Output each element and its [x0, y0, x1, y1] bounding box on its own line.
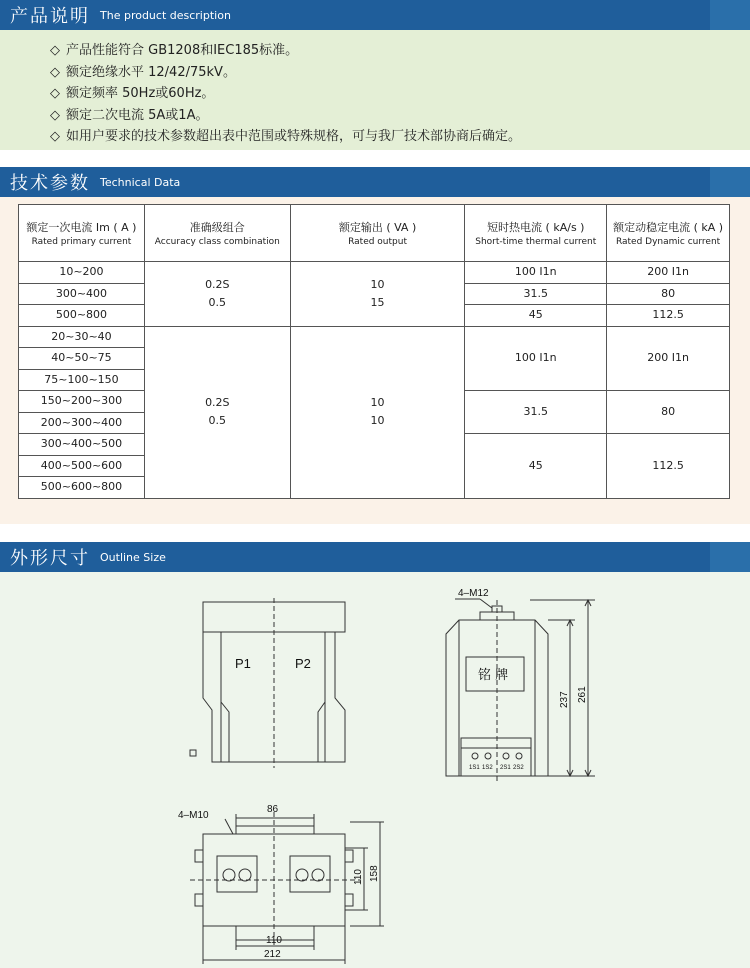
divider	[0, 524, 750, 542]
cell-accuracy: 0.2S 0.5	[144, 262, 290, 327]
section-title-en: Outline Size	[100, 550, 166, 564]
cell-dynamic: 200 I1n	[607, 262, 730, 284]
bottom-view-drawing	[190, 812, 384, 964]
cell-thermal: 31.5	[465, 391, 607, 434]
outline-drawings-section	[0, 572, 750, 968]
m10-hole-label: 4–M10	[178, 810, 209, 821]
technical-data-section	[0, 197, 750, 524]
dim-110-vertical-label: 110	[353, 869, 364, 885]
cell-current: 500~800	[19, 305, 145, 327]
list-item: ◇ 额定二次电流 5A或1A。	[50, 105, 521, 127]
table-row	[19, 262, 730, 284]
dim-158-label: 158	[369, 865, 380, 882]
cell-thermal: 100 I1n	[465, 326, 607, 391]
product-points-list	[50, 40, 521, 148]
cell-dynamic: 80	[607, 283, 730, 305]
dim-212-label: 212	[264, 949, 281, 960]
dim-110-horizontal-label: 110	[266, 935, 282, 946]
terminal-label: 2S1	[500, 765, 511, 771]
nameplate-label: 铭 牌	[478, 668, 509, 683]
product-description-header	[0, 0, 750, 30]
header-accent	[710, 0, 750, 30]
technical-data-table	[18, 204, 730, 499]
cell-dynamic: 80	[607, 391, 730, 434]
front-screw	[190, 750, 196, 756]
diamond-bullet-icon: ◇	[50, 107, 60, 123]
cell-thermal: 45	[465, 434, 607, 499]
cell-output: 10 10	[290, 326, 465, 498]
list-item: ◇ 额定频率 50Hz或60Hz。	[50, 83, 521, 105]
table-row	[19, 326, 730, 348]
product-description-section	[0, 30, 750, 150]
cell-dynamic: 112.5	[607, 305, 730, 327]
diamond-bullet-icon: ◇	[50, 64, 60, 80]
section-title-en: The product description	[100, 8, 231, 22]
p1-label: P1	[235, 656, 251, 671]
col-header-primary-current: 额定一次电流 Im ( A ) Rated primary current	[19, 205, 145, 262]
dim-261-label: 261	[577, 686, 588, 703]
terminal-label: 1S2	[482, 765, 493, 771]
list-item: ◇ 如用户要求的技术参数超出表中范围或特殊规格，可与我厂技术部协商后确定。	[50, 126, 521, 148]
list-item: ◇ 额定绝缘水平 12/42/75kV。	[50, 62, 521, 84]
cell-current: 300~400~500	[19, 434, 145, 456]
diamond-bullet-icon: ◇	[50, 129, 60, 144]
divider	[0, 150, 750, 167]
cell-current: 20~30~40	[19, 326, 145, 348]
technical-data-header	[0, 167, 750, 197]
p2-label: P2	[295, 656, 311, 671]
col-header-output: 额定输出 ( VA ) Rated output	[290, 205, 465, 262]
cell-current: 10~200	[19, 262, 145, 284]
cell-current: 75~100~150	[19, 369, 145, 391]
cell-current: 500~600~800	[19, 477, 145, 499]
dim-86-label: 86	[267, 804, 279, 815]
cell-thermal: 45	[465, 305, 607, 327]
diamond-bullet-icon: ◇	[50, 86, 60, 101]
side-view-drawing	[446, 599, 595, 782]
section-title-zh: 外形尺寸	[10, 548, 90, 569]
cell-thermal: 31.5	[465, 283, 607, 305]
table-header-row	[19, 205, 730, 262]
dim-237-label: 237	[559, 691, 570, 708]
col-header-accuracy: 准确级组合 Accuracy class combination	[144, 205, 290, 262]
section-title-zh: 技术参数	[10, 173, 90, 194]
list-item: ◇ 产品性能符合 GB1208和IEC185标准。	[50, 40, 521, 62]
front-view-drawing	[190, 598, 345, 768]
cell-current: 300~400	[19, 283, 145, 305]
cell-current: 40~50~75	[19, 348, 145, 370]
outline-drawings	[0, 572, 750, 968]
diamond-bullet-icon: ◇	[50, 43, 60, 58]
cell-accuracy: 0.2S 0.5	[144, 326, 290, 498]
cell-current: 150~200~300	[19, 391, 145, 413]
cell-dynamic: 200 I1n	[607, 326, 730, 391]
col-header-thermal: 短时热电流 ( kA/s ) Short-time thermal current	[465, 205, 607, 262]
header-accent	[710, 542, 750, 572]
col-header-dynamic: 额定动稳定电流 ( kA ) Rated Dynamic current	[607, 205, 730, 262]
cell-current: 200~300~400	[19, 412, 145, 434]
terminal-label: 2S2	[513, 765, 524, 771]
cell-output: 10 15	[290, 262, 465, 327]
cell-current: 400~500~600	[19, 455, 145, 477]
terminal-label: 1S1	[469, 765, 480, 771]
section-title-en: Technical Data	[100, 175, 181, 189]
m12-hole-label: 4–M12	[458, 588, 489, 599]
header-accent	[710, 167, 750, 197]
cell-dynamic: 112.5	[607, 434, 730, 499]
section-title-zh: 产品说明	[10, 6, 90, 27]
outline-size-header	[0, 542, 750, 572]
cell-thermal: 100 I1n	[465, 262, 607, 284]
